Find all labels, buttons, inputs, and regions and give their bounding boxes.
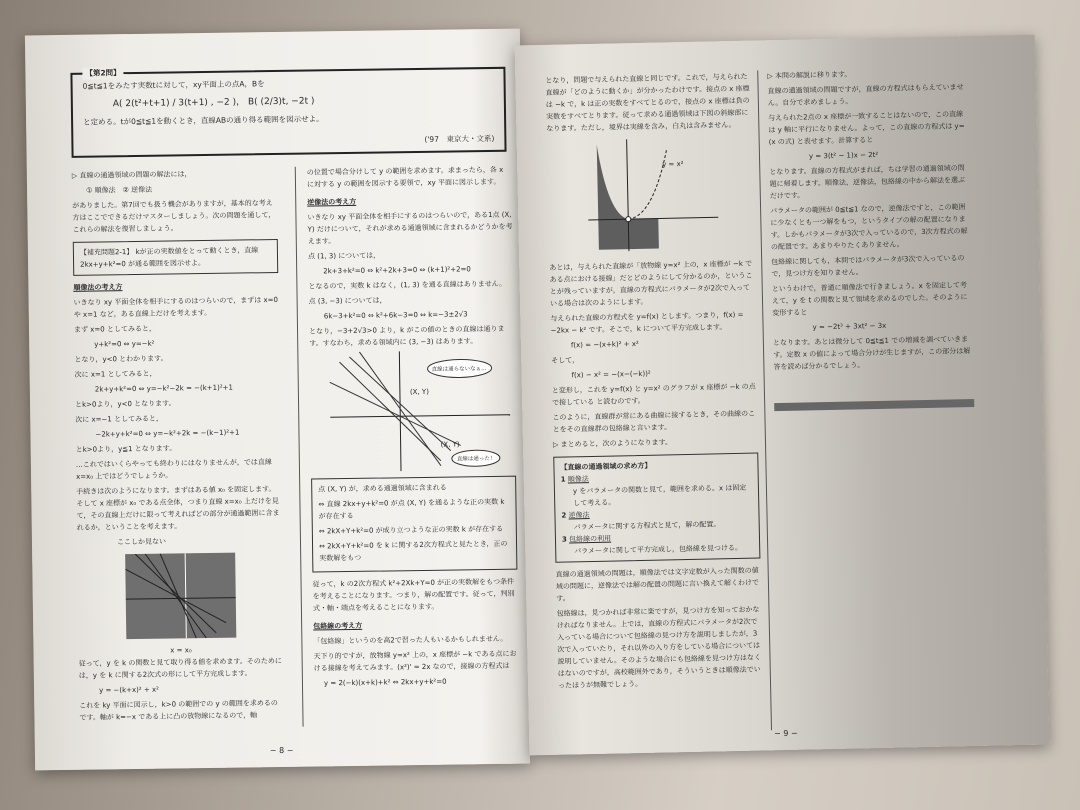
section-heading: 順像法の考え方 [73,283,123,292]
problem-line: と定める。tが0≦t≦1を動くとき，直線ABの通り得る範囲を図示せよ。 [83,114,324,127]
paragraph: とk>0より，y≦1 となります。 [75,444,177,454]
fig-label: ここしか見ない [116,537,167,547]
equation: y = −2t³ + 3xt² − 3x [812,321,887,332]
problem-source: ('97 東京大・文系) [424,133,495,144]
left-column-1 [72,167,285,727]
paragraph: 与えられた2点の x 座標が一致することはないので，この直線は y 軸に平行になりません。よって，この直線の方程式は y=(x の式) と表せます。計算すると [768,110,965,147]
paragraph: となります。直線の方程式がまれば，ちは学習の通過領域の問題に帰着します。順像法，逆像法，包絡線の中から解法を選ぶだけです。 [769,164,966,201]
equation: 2k+3+k²=0 ⇔ k²+2k+3=0 ⇔ (k+1)²+2=0 [323,265,471,276]
paragraph: このように，直線群が常にある曲線に接するとき，その曲線のことをその直線群の包絡線と言います。 [552,409,756,434]
problem-box [70,67,506,158]
paragraph: と変形し，これを y=f(x) と y=x² のグラフが x 座標が −k の点で接している と読むのです。 [551,382,756,407]
intro: ▷ 直線の通過領域の問題の解法には， [71,170,192,180]
intro: がありました。第7回でも扱う機会がありますが，基本的な考え方はここでできるだけマスターしましょう。次の問題を通して，これらの解法を復習しましょう。 [72,199,276,234]
summary-item [562,530,753,558]
paragraph: 天下り的ですが，放物線 y=x² 上の，x 座標が −k である点における接線を考えてみます。(x²)' = 2x なので，接線の方程式は [313,649,517,673]
paragraph: 直線の通過領域の問題ですが，直線の方程式はもらえていません。自分で求めましょう。 [767,83,964,108]
page-number: − 9 − [773,728,798,739]
item-desc: パラメータに関して平方完成し，包絡線を見つける。 [574,543,743,556]
section-bar [774,399,974,411]
paragraph: 手続きは次のようになります。まずはある値 x₀ を固定します。そして x 座標が x₀ である点全体，つまり直線 x=x₀ 上だけを見て，その直線上だけに限って考えればどの部分が通過範囲に含まれるか，ということを考えます。 [76,485,280,532]
figure-lines [125,553,236,640]
summary-title: 【直線の通過領域の求め方】 [560,461,652,472]
paragraph: 従って，k の2次方程式 k²+2Xk+Y=0 が正の実数解をもつ条件を考えることになります。つまり，解の配置です。従って，判別式・軸・端点を考えることになります。 [312,577,515,613]
equation: 6k−3+k²=0 ⇔ k²+6k−3=0 ⇔ k=−3±2√3 [323,310,468,321]
paragraph: となります。あとは微分して 0≦t≦1 での増減を調べていきます。定数 x の値によって場合分けが生じますが，この部分は解答を読めば分かるでしょう。 [772,335,971,372]
paragraph: ▷ 本問の解説に移ります。 [767,70,852,81]
paragraph: となり，−3+2√3>0 より，k がこの値のときの直線は通ります。すなわち，求める領域内に (3, −3) はあります。 [308,324,505,348]
column-divider [295,167,304,727]
figure-parabola [547,137,749,256]
paragraph: 次に x=−1 としてみると， [75,414,164,424]
point-label: (X, Y) [440,440,460,449]
figure-direct-method [125,553,236,640]
paragraph: これを ky 平面に図示し，k>0 の範囲での y の範囲を求めるのです。軸が k=−x である上に凸の放物線になるので，軸 [79,699,278,722]
equation: y = 2(−k)(x+k)+k² ⇔ 2kx+y+k²=0 [323,677,447,688]
summary-box [553,453,760,563]
paragraph: となり，y<0 とわかります。 [74,354,168,364]
paragraph: まず x=0 としてみると， [73,324,156,334]
speech-bubble: 直線は通らないなぁ… [431,366,487,373]
paragraph: あとは，与えられた直線が「放物線 y=x² 上の，x 座標が −k である点における接線」だとどのようにして分かるのか，ということが残っていますが，直線の方程式にパラメータが2次で入っている場合は次のようにします。 [549,259,753,308]
page-number: − 8 − [269,745,294,756]
paragraph: 「包絡線」というのを高2で習った人もいるかもしれません。 [313,634,508,646]
paragraph: いきなり xy 平面全体を相手にするのはつらいので，まずは x=0 や x=1 など，ある直線上だけを考えます。 [73,295,278,319]
box-line: ⇔ 直線 2kx+y+k²=0 が点 (X, Y) を通るような正の実数 k が存在する [318,497,505,521]
box-line: ⇔ 2kX+Y+k²=0 が成り立つような正の実数 k が存在する [318,524,504,536]
paragraph: …これではいくらやっても終わりにはなりませんが，では直線 x=x₀ 上ではどうでしょうか。 [75,458,272,481]
paragraph: ▷ まとめると，次のようになります。 [552,438,673,449]
curve-label: y = x² [662,160,684,169]
point-label: (X, Y) [409,387,429,397]
paragraph: 点 (1, 3) については， [307,251,381,261]
right-column-2 [767,66,974,411]
paragraph: となるので，実数 k はなく，(1, 3) を通る直線はありません。 [308,279,507,291]
equation: y = 3(t² − 1)x − 2t² [808,150,879,161]
paragraph: 与えられた直線の方程式を y=f(x) とします。つまり，f(x) = −2kx − k² です。そこで，k について平方完成します。 [550,310,744,335]
paragraph: 直線の通過領域の問題は，順像法では文字定数が入った関数の値域の問題に，逆像法では解の配置の問題に言い換えて解くわけです。 [555,566,760,603]
left-column-2 [307,164,519,693]
item-title: 包絡線の利用 [569,534,612,544]
item-title: 順像法 [567,475,589,484]
figure-region [547,137,754,256]
paragraph: となり，問題で与えられた直線と同じです。これで，与えられた直線が「どのように動くか」が分かったわけです。接点の x 座標は −k で，k は正の実数をすべてとるので，接点の x 座標は負の実数をすべてとります。従って求める通過領域は下図の斜線部になります。ただし，境界は実線を含み，白丸は含みません。 [545,72,750,133]
figure-inverse-method [309,350,516,473]
summary-item [561,470,753,510]
equation: y+k²=0 ⇔ y=−k² [94,339,155,349]
item-number: 1 [560,475,566,484]
item-title: 逆像法 [568,511,590,520]
section-heading: 逆像法の考え方 [307,197,357,207]
paragraph: 包絡線に関しても，本問ではパラメータが3次で入っているので，見つけ方を知りません。 [771,254,965,279]
right-column-1 [545,71,763,695]
paragraph: 従って，y を k の関数と見て取り得る値を求めます。そのためには，y を k に関する2次式の形にして平方完成します。 [78,656,282,680]
paragraph: 点 (3, −3) については， [308,296,387,306]
box-line: 点 (X, Y) が，求める通過領域に含まれる [318,483,447,494]
intro: ① 順像法 ② 逆像法 [86,185,153,195]
paragraph: の位置で場合分けして y の範囲を求めます。求まったら，各 x に対する y の範囲を図示する要領で，xy 平面に図示します。 [306,165,504,189]
box-line: ⇔ 2kX+Y+k²=0 を k に関する2次方程式と見たとき，正の実数解をもつ [318,539,508,563]
equation: y = −(k+x)² + x² [98,685,160,695]
section-heading: 包絡線の考え方 [313,621,363,631]
left-page [25,29,530,771]
problem-formula: A( 2(t²+t+1) / 3(t+1) , −2 )， B( (2/3)t, −2t ) [112,96,315,110]
paragraph: というわけで，普通に順像法で行きましょう。x を固定して考えて，y を t の関数と見て領域を求めるのでした。そのように変形すると [771,281,968,318]
equation: f(x) = −(x+k)² + x² [570,339,639,350]
paragraph: とk>0より，y<0 となります。 [74,399,176,409]
item-number: 3 [561,535,567,544]
item-desc: y をパラメータの関数と見て，範囲を求める。x は固定して考える。 [572,483,747,508]
fig-axis-label: x = x₀ [170,646,192,655]
item-number: 2 [561,511,567,520]
equation: 2k+y+k²=0 ⇔ y=−k²−2k = −(k+1)²+1 [94,383,234,394]
paragraph: 包絡線は，見つかれば非常に楽ですが，見つけ方を知っておかなければなりません。上では，直線の方程式にパラメータが2次で入っている場合について包絡線の見つけ方を説明しましたが，3次で入っていたり，それ以外の入り方をしている場合については説明していません。そのような場合にも包絡線を見つけ方はなくはないのですが，高校範囲外であり，そういうときは順像法でいったほうが無難でしょう。 [556,605,761,690]
right-page [515,35,1050,756]
supplement-box: 【補充問題2-1】 kが正の実数値をとって動くとき，直線 2kx+y+k²=0 が通る範囲を図示せよ。 [73,239,278,276]
paragraph: いきなり xy 平面全体を相手にするのはつらいので，ある1点 (X, Y) だけについて，それが求める通過領域に含まれるかどうかを考えます。 [307,210,513,246]
equivalence-box [311,476,517,573]
item-desc: パラメータに関する方程式と見て，解の配置。 [573,520,721,532]
equation: f(x) − x² = −(x−(−k))² [571,369,651,380]
problem-tag: 【第2問】 [82,67,123,80]
equation: −2k+y+k²=0 ⇔ y=−k²+2k = −(k−1)²+1 [95,428,240,439]
problem-line: 0≦t≦1をみたす実数tに対して，xy平面上の点A，Bを [82,79,265,91]
paragraph: 次に x=1 としてみると， [74,369,157,379]
speech-bubble: 直線は通った！ [456,455,496,463]
paragraph: パラメータの範囲が 0≦t≦1 なので，逆像法ですと，この範囲に少なくとも一つ解をもつ，というタイプの解の配置になります。しかもパラメータが3次で入っているので，3次方程式の解の配置です。あまりやりたくありません。 [770,203,968,252]
paragraph: そして， [551,356,580,365]
